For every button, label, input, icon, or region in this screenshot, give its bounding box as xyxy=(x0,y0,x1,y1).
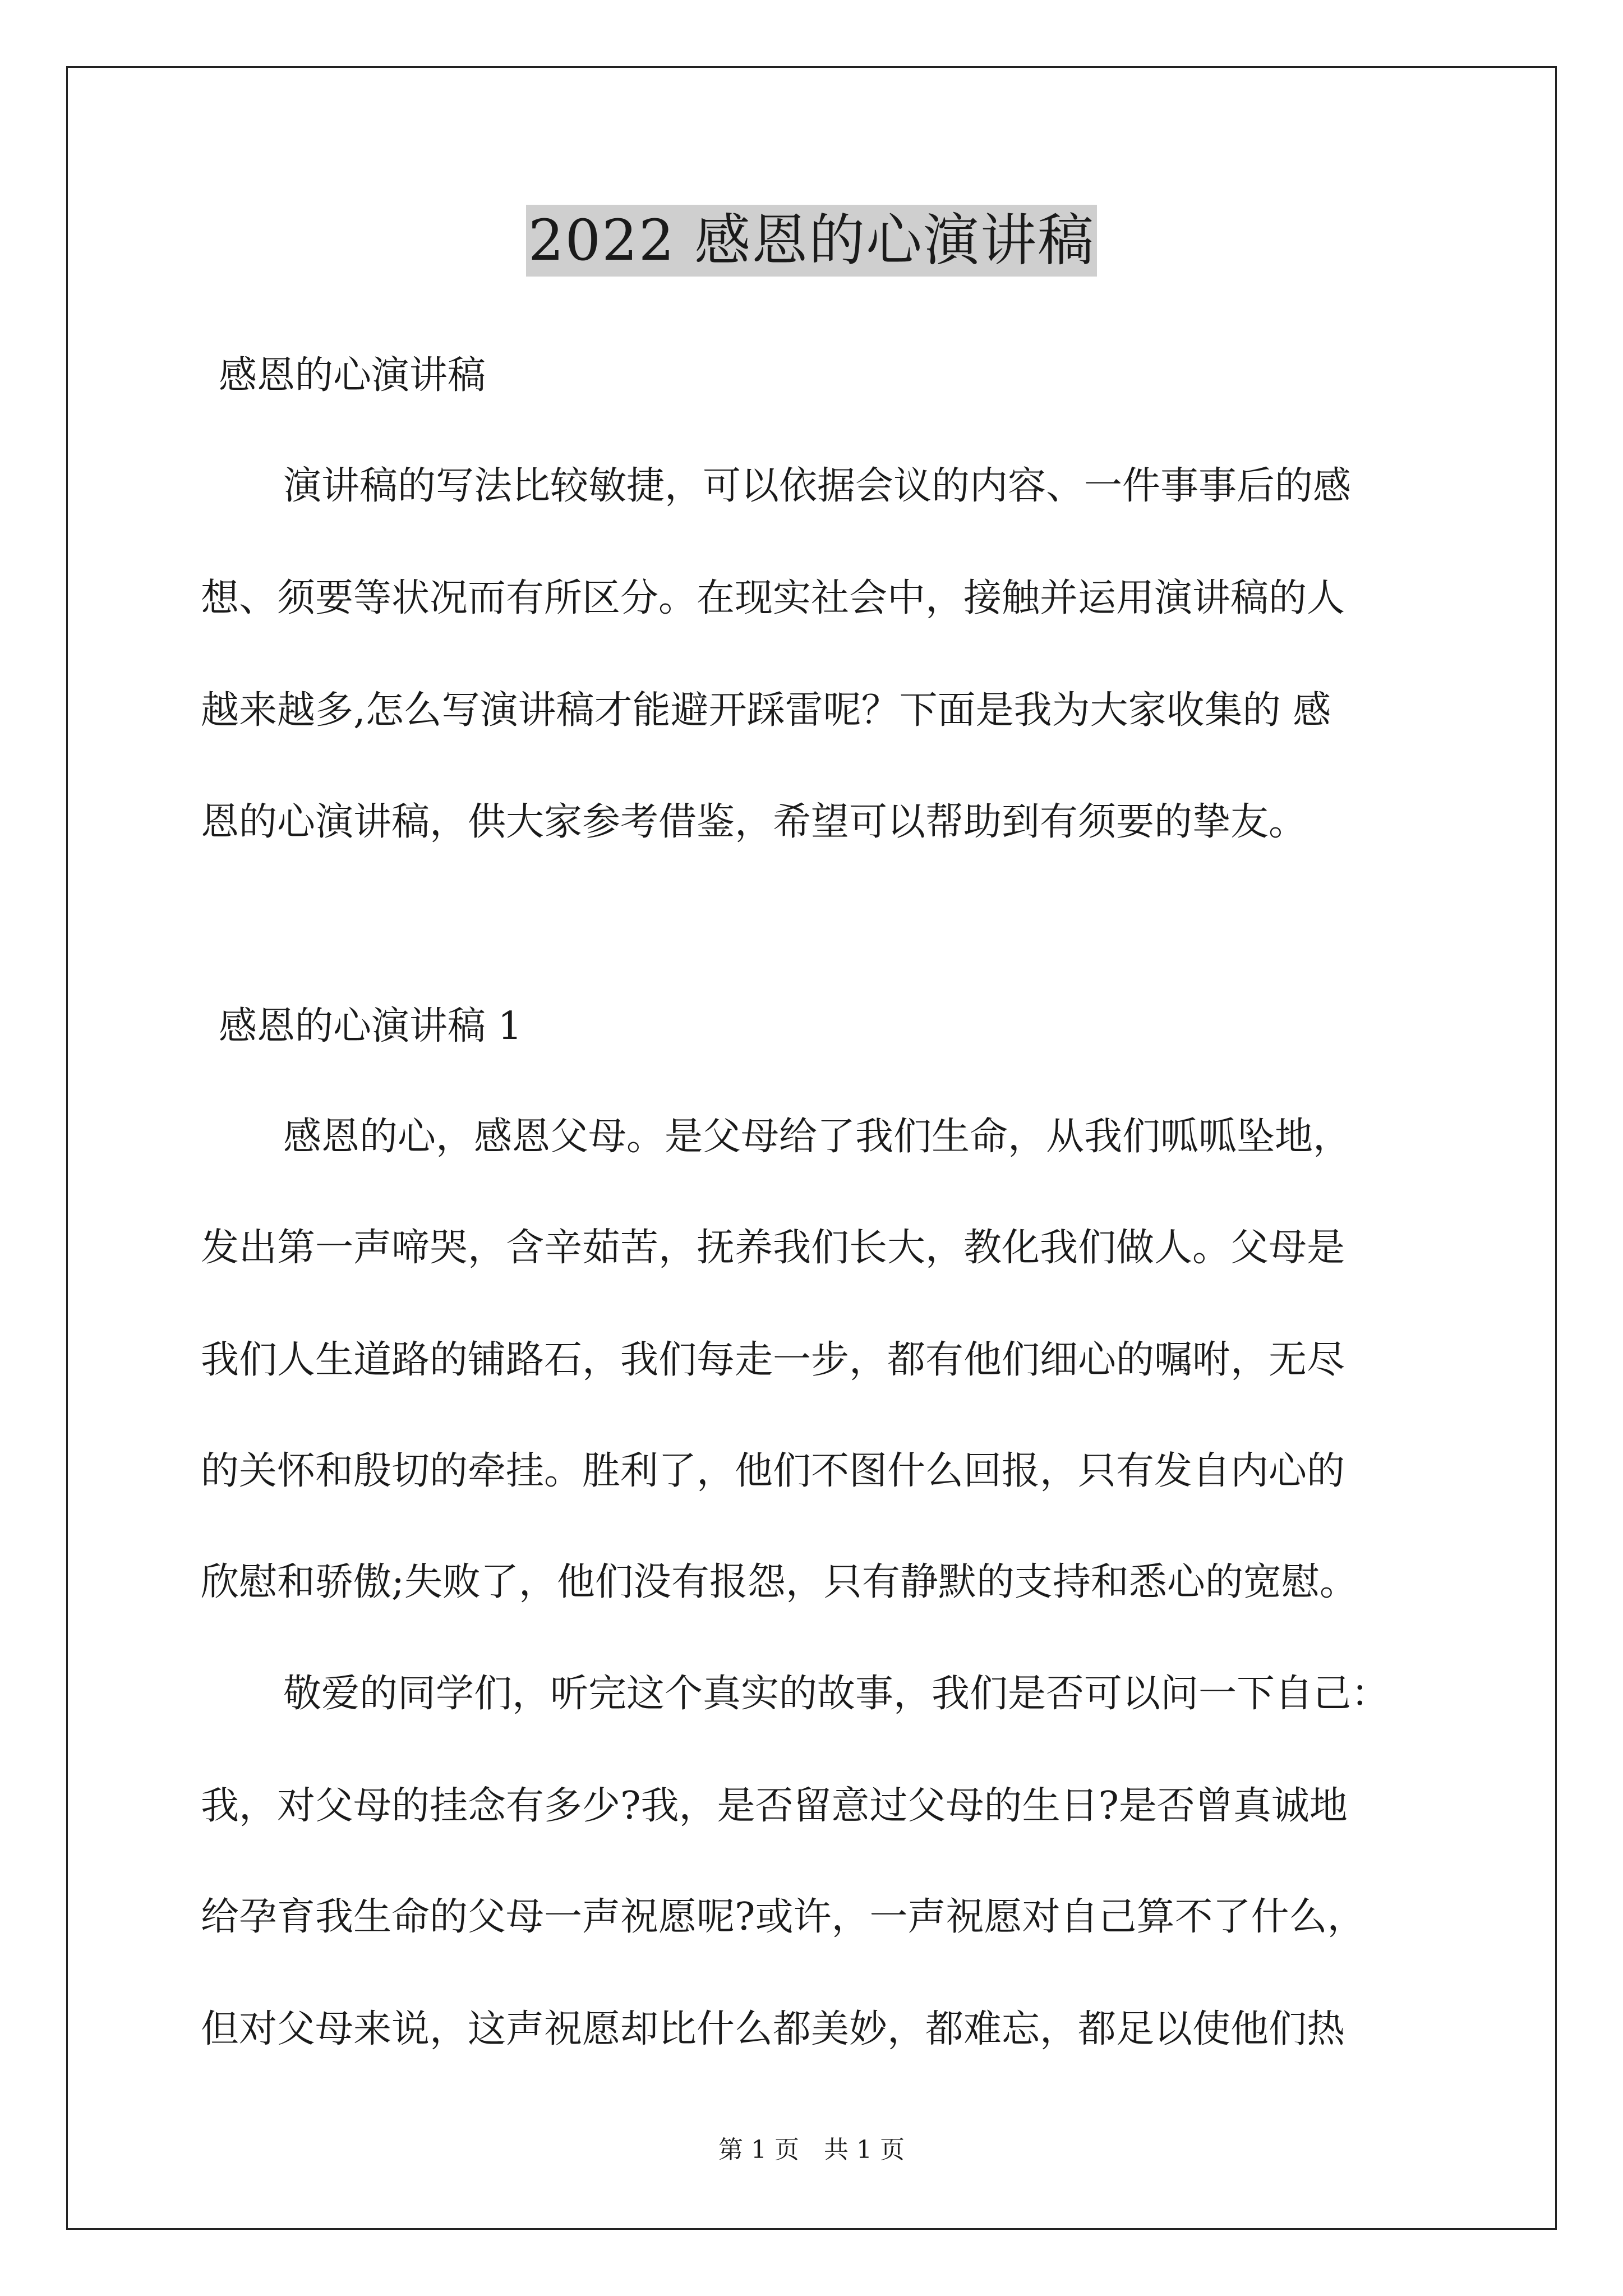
paragraph-line: 发出第一声啼哭，含辛茹苦，抚养我们长大，教化我们做人。父母是 xyxy=(201,1226,1345,1270)
document-subtitle: 感恩的心演讲稿 xyxy=(219,353,486,398)
intro-line: 演讲稿的写法比较敏捷，可以依据会议的内容、一件事事后的感 xyxy=(283,464,1352,508)
paragraph-line: 感恩的心，感恩父母。是父母给了我们生命，从我们呱呱坠地， xyxy=(283,1115,1352,1159)
paragraph-line: 但对父母来说，这声祝愿却比什么都美妙，都难忘，都足以使他们热 xyxy=(201,2007,1345,2051)
paragraph-line: 敬爱的同学们，听完这个真实的故事，我们是否可以问一下自己： xyxy=(283,1672,1390,1716)
section-heading: 感恩的心演讲稿 1 xyxy=(219,1004,522,1048)
document-title: 2022 感恩的心演讲稿 xyxy=(526,205,1097,277)
paragraph-line: 我们人生道路的铺路石，我们每走一步，都有他们细心的嘱咐，无尽 xyxy=(201,1338,1345,1382)
paragraph-line: 我，对父母的挂念有多少?我，是否留意过父母的生日?是否曾真诚地 xyxy=(201,1784,1348,1828)
paragraph-line: 欣慰和骄傲;失败了，他们没有报怨，只有静默的支持和悉心的宽慰。 xyxy=(201,1560,1358,1604)
paragraph-line: 的关怀和殷切的牵挂。胜利了，他们不图什么回报，只有发自内心的 xyxy=(201,1449,1345,1493)
title-container xyxy=(0,205,1623,277)
page-footer: 第 1 页 共 1 页 xyxy=(718,2136,905,2164)
intro-line: 越来越多,怎么写演讲稿才能避开踩雷呢？下面是我为大家收集的 感 xyxy=(201,688,1331,733)
intro-line: 想、须要等状况而有所区分。在现实社会中，接触并运用演讲稿的人 xyxy=(201,576,1345,620)
paragraph-line: 给孕育我生命的父母一声祝愿呢?或许，一声祝愿对自己算不了什么， xyxy=(201,1895,1366,1939)
intro-line: 恩的心演讲稿，供大家参考借鉴，希望可以帮助到有须要的挚友。 xyxy=(201,800,1307,844)
